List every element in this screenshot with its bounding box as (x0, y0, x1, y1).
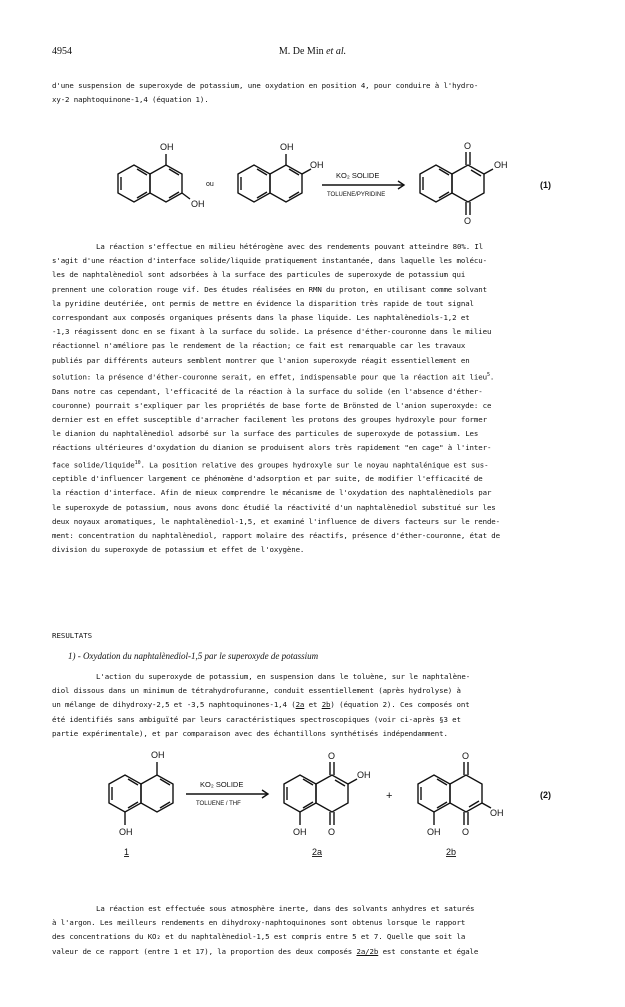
compound-label: 2b (446, 847, 457, 857)
oh-label: OH (357, 770, 371, 780)
text-line: correspondant aux composés organiques présents dans la phase liquide. Les naphtalènediols-1,2 et (52, 313, 470, 323)
text-line: réactions ultérieures d'oxydation du dianion se produisent alors très rapidement "en cage" à l'inter- (52, 443, 492, 453)
oh-label: OH (490, 808, 504, 818)
reagent-label: KO₂ SOLIDE (200, 780, 244, 789)
oh-label: OH (293, 827, 307, 837)
text-line: xy-2 naphtoquinone-1,4 (équation 1). (52, 95, 209, 105)
solvent-label: TOLUENE / THF (196, 801, 241, 807)
text-line: réactionnel n'améliore pas le rendement de la réaction; ce fait est remarquable car les travaux (52, 341, 466, 351)
section-title: RESULTATS (52, 631, 93, 640)
solvent-label: TOLUENE/PYRIDINE (327, 192, 386, 198)
oh-label: OH (119, 827, 133, 837)
oh-label: OH (310, 160, 324, 170)
text-line: diol dissous dans un minimum de tétrahydrofuranne, conduit essentiellement (après hydrolyse) à (52, 686, 461, 696)
text-line: dernier est en effet susceptible d'arracher facilement les protons des groupes hydroxyle pour former (52, 414, 487, 424)
o-label: O (462, 827, 470, 837)
equation-number: (2) (540, 790, 551, 800)
text-line: des concentrations du KO₂ et du naphtalènediol-1,5 est compris entre 5 et 7. Quelle que soit la (52, 932, 466, 942)
reagent-label: KO₂ SOLIDE (336, 171, 380, 180)
o-label: O (462, 751, 470, 761)
text-line: -1,3 réagissent donc en se fixant à la surface du solide. La présence d'éther-couronne dans le milieu (52, 327, 492, 337)
results-paragraph (52, 670, 582, 741)
text-line: un mélange de dihydroxy-2,5 et -3,5 naphtoquinones-1,4 (2a et 2b) (équation 2). Ces composés ont (52, 700, 470, 710)
text-line: division du superoxyde de potassium et effet de l'oxygène. (52, 545, 305, 555)
oh-label: OH (151, 750, 165, 760)
subsection-title: 1) - Oxydation du naphtalènediol-1,5 par le superoxyde de potassium (68, 651, 319, 661)
text-line: publiés par différents auteurs semblent montrer que l'anion superoxyde réagit essentiellement en (52, 355, 470, 365)
text-line: L'action du superoxyde de potassium, en suspension dans le toluène, sur le naphtalène- (96, 672, 471, 681)
page-number: 4954 (52, 46, 72, 57)
text-line: Dans notre cas cependant, l'efficacité de la réaction à la surface du solide (en l'absence d'éther- (52, 386, 483, 396)
plus-sign: + (386, 790, 393, 802)
o-label: O (464, 216, 472, 226)
compound-label: 1 (124, 847, 130, 857)
text-line: La réaction est effectuée sous atmosphère inerte, dans des solvants anhydres et saturés (96, 904, 475, 913)
oh-label: OH (494, 160, 508, 170)
text-line: deux noyaux aromatiques, le naphtalènediol-1,5, et examiné l'influence de divers facteurs sur le rende- (52, 516, 501, 526)
discussion-paragraph (52, 240, 582, 557)
text-line: le superoxyde de potassium, nous avons donc étudié la réactivité d'un naphtalènediol substitué sur les (52, 502, 496, 512)
text-line: partie expérimentale), et par comparaison avec des échantillons synthétisés indépendamment. (52, 728, 448, 738)
equation-2-scheme (0, 742, 625, 867)
text-line: face solide/liquide$^{10}$. La position relative des groupes hydroxyle sur le noyau naphtalénique est sus- (52, 459, 489, 469)
text-line: à l'argon. Les meilleurs rendements en dihydroxy-naphtoquinones sont obtenus lorsque le rapport (52, 918, 466, 928)
text-line: ceptible d'influencer largement ce phénomène d'adsorption et par suite, de modifier l'efficacité de (52, 474, 483, 484)
running-header: M. De Min et al. (278, 46, 347, 57)
text-line: été identifiés sans ambiguïté par leurs caractéristiques spectroscopiques (voir ci-après §3 et (52, 714, 461, 724)
oh-label: OH (427, 827, 441, 837)
oh-label: OH (191, 199, 205, 209)
o-label: O (328, 827, 336, 837)
reference-mark: 5 (486, 371, 490, 378)
equation-1-scheme (0, 138, 625, 233)
text-line: prennent une coloration rouge vif. Des études réalisées en RMN du proton, en utilisant comme solvant (52, 284, 487, 294)
oh-label: OH (280, 142, 294, 152)
final-paragraph (52, 902, 582, 959)
text-line: couronne) pourrait s'expliquer par les propriétés de base forte de Brönsted de l'anion superoxyde: ce (52, 400, 492, 410)
o-label: O (328, 751, 336, 761)
text-line: d'une suspension de superoxyde de potassium, une oxydation en position 4, pour conduire à l'hydro- (52, 81, 479, 90)
intro-paragraph (52, 79, 582, 107)
text-line: la réaction d'interface. Afin de mieux comprendre le mécanisme de l'oxydation des naphtalènediols par (52, 488, 492, 498)
text-line: s'agit d'une réaction d'interface solide/liquide pratiquement instantanée, dans laquelle les molécu- (52, 256, 487, 266)
compound-label: 2a (312, 847, 323, 857)
text-line: La réaction s'effectue en milieu hétérogène avec des rendements pouvant atteindre 80%. Il (96, 242, 484, 251)
or-label: ou (206, 181, 214, 188)
reference-mark: 10 (134, 459, 141, 466)
equation-number: (1) (540, 180, 551, 190)
text-line: solution: la présence d'éther-couronne serait, en effet, indispensable pour que la réaction ait lieu$^5$. (52, 371, 495, 382)
oh-label: OH (160, 142, 174, 152)
o-label: O (464, 141, 472, 151)
text-line: ment: concentration du naphtalènediol, rapport molaire des réactifs, présence d'éther-couronne, état de (52, 531, 501, 540)
text-line: valeur de ce rapport (entre 1 et 17), la proportion des deux composés 2a/2b est constante et égale (52, 946, 479, 956)
text-line: les de naphtalènediol sont adsorbées à la surface des particules de superoxyde de potassium qui (52, 270, 466, 280)
text-line: le dianion du naphtalènediol adsorbé sur la surface des particules de superoxyde de potassium. Les (52, 429, 479, 439)
text-line: la pyridine deutériée, ont permis de mettre en évidence la disparition très rapide de tout signal (52, 298, 474, 308)
